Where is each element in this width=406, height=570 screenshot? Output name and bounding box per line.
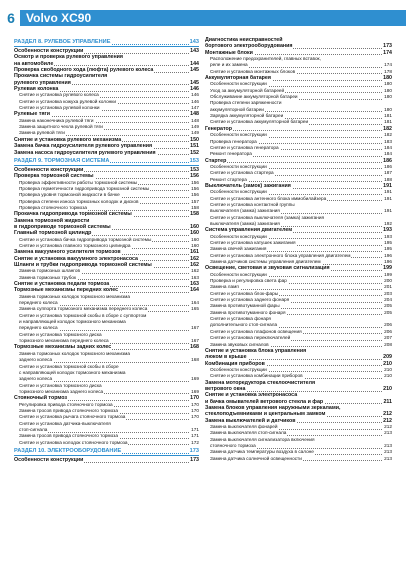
section-divider: [14, 455, 199, 456]
toc-entry-page: 161: [190, 249, 199, 256]
toc-entry-page: 156: [191, 179, 199, 185]
toc-entry-title: Аккумуляторная батарея: [205, 75, 271, 82]
toc-entry-title: стояночного тормоза: [210, 443, 256, 448]
toc-entry-title: Рулевые тяги: [14, 111, 50, 118]
toc-entry-title: Главный тормозной цилиндр: [14, 230, 92, 237]
toc-entry-page: 145: [190, 79, 199, 86]
toc-entry-title: Особенности конструкции: [210, 81, 267, 87]
toc-entry-page: 148: [191, 117, 199, 123]
toc-entry-page: 173: [189, 447, 199, 454]
toc-entry-page: 210: [384, 373, 392, 379]
toc-entry-page: 212: [383, 417, 392, 424]
toc-entry-title: Снятие и установка электронного блока управления двигателем: [210, 252, 351, 258]
toc-entry-title: Стояночный тормоз: [14, 395, 68, 402]
toc-entry-page: 195: [384, 240, 392, 245]
toc-entry-title: Замена свечей зажигания: [210, 246, 267, 252]
toc-entry-title: переднего колеса: [19, 325, 58, 331]
toc-entry-title: Ремонт стартера: [210, 176, 247, 182]
toc-entry-title: Снятие и установка заднего фонаря: [210, 297, 290, 303]
toc-entry-title: Монтажные блоки: [205, 49, 253, 56]
page-header: [0, 0, 406, 30]
toc-entry-page: 162: [190, 262, 199, 268]
toc-entry-title: рулевого управления: [14, 79, 71, 86]
toc-entry-page: 201: [384, 284, 392, 290]
toc-entry-title: на автомобиле: [14, 60, 54, 67]
toc-entry-page: 196: [384, 259, 392, 265]
toc-entry-page: 206: [384, 328, 392, 334]
toc-entry-title: Замена противотуманной фары: [210, 303, 280, 309]
toc-entry-page: 187: [384, 170, 392, 176]
toc-entry-page: 183: [384, 138, 392, 144]
toc-entry-title: тормозного механизма заднего колеса: [19, 388, 104, 394]
toc-entry-page: 174: [383, 49, 392, 56]
toc-entry-title: Снятие и установка тормозной скобы в сборе: [19, 363, 119, 369]
toc-entry-page: 157: [191, 198, 199, 204]
toc-entry-page: 213: [384, 449, 392, 455]
toc-entry-title: Снятие и установка главного тормозного цилиндра: [19, 242, 131, 248]
toc-entry-title: Особенности конструкции: [210, 189, 267, 195]
toc-entry: [14, 457, 199, 463]
toc-entry-title: Проверка стояночного тормоза: [19, 204, 87, 210]
toc-entry-title: Проверка степени износа тормозных колодок и дисков: [19, 198, 139, 204]
toc-entry-title: Проверка генератора: [210, 138, 257, 144]
toc-entry-title: выключателя (замка) зажигания: [210, 220, 280, 226]
toc-entry-title: реле и их замена: [210, 62, 248, 68]
toc-entry-title: Ремонт генератора: [210, 151, 252, 157]
toc-entry-page: 209: [383, 354, 392, 361]
toc-entry-title: Тормозные механизмы задних колес: [14, 344, 112, 351]
toc-section-heading: [14, 447, 199, 455]
toc-entry-title: Снятие и установка катушек зажигания: [210, 240, 296, 245]
toc-entry-title: РАЗДЕЛ 9. ТОРМОЗНАЯ СИСТЕМА: [14, 157, 110, 164]
toc-entry-title: Снятие и установка антенного блока иммобилайзера: [210, 195, 327, 201]
toc-entry-page: 162: [190, 255, 199, 262]
toc-entry-title: Замена противотуманного фонаря: [210, 309, 286, 315]
toc-entry-page: 172: [191, 439, 199, 445]
toc-entry: [14, 150, 199, 156]
toc-entry-page: 165: [191, 306, 199, 312]
toc-entry-page: 191: [383, 182, 392, 189]
toc-entry-title: Замена вакуумного усилителя тормозов: [14, 249, 121, 256]
toc-entry-page: 191: [384, 189, 392, 195]
toc-entry-page: 170: [190, 395, 199, 402]
toc-entry-page: 143: [190, 48, 199, 54]
toc-entry-title: Снятие и установка бачка гидропривода тормозной системы: [19, 236, 152, 242]
toc-entry-page: 192: [384, 220, 392, 226]
toc-entry-page: 143: [189, 39, 199, 45]
toc-entry-title: Шланги и трубки гидропривода тормозной системы: [14, 262, 152, 268]
toc-entry-title: Замена защитного чехла рулевой тяги: [19, 124, 103, 130]
toc-entry-page: 147: [191, 105, 199, 111]
toc-entry-title: Расположение предохранителей, главных вставок,: [210, 56, 321, 62]
toc-entry-title: Снятие и установка аккумуляторной батареи: [210, 119, 309, 125]
toc-entry-page: 180: [384, 81, 392, 87]
toc-entry-page: 181: [384, 119, 392, 125]
toc-entry-title: РАЗДЕЛ 10. ЭЛЕКТРООБОРУДОВАНИЕ: [14, 447, 122, 454]
toc-entry-page: 160: [191, 236, 199, 242]
toc-entry-title: Замена блоков управления наружными зеркалами,: [205, 404, 341, 411]
toc-entry-page: 156: [190, 173, 199, 180]
toc-entry-title: Снятие и установка блока управления: [205, 347, 307, 354]
toc-entry-page: 151: [190, 143, 199, 150]
toc-entry-title: Снятие и установка колодок стояночного тормоза: [19, 439, 128, 445]
toc-entry-title: Снятие и установка стартера: [210, 170, 274, 176]
toc-section-heading: [14, 38, 199, 46]
toc-entry-title: Замена тормозных шлангов: [19, 268, 80, 274]
toc-entry-title: дополнительного стоп-сигнала: [210, 322, 278, 328]
toc-entry-page: 207: [384, 335, 392, 341]
toc-entry-title: Генератор: [205, 125, 233, 132]
toc-entry-page: 170: [191, 407, 199, 413]
toc-entry-title: Замена наконечника рулевой тяги: [19, 117, 94, 123]
toc-entry-title: Прокачка системы гидроусилителя: [14, 73, 108, 80]
toc-entry-page: 146: [191, 92, 199, 98]
toc-entry-page: 170: [191, 414, 199, 420]
toc-entry-title: Проверка тормозной системы: [14, 173, 94, 180]
toc-entry-title: люком в крыше: [205, 354, 247, 361]
toc-entry-title: Снятие и установка комбинации приборов: [210, 373, 303, 379]
toc-entry-title: с направляющей колодок тормозного механизма: [19, 369, 126, 375]
toc-entry-page: 180: [384, 87, 392, 93]
toc-entry-title: Снятие и установка контактной группы: [210, 201, 295, 207]
toc-entry-page: 156: [191, 192, 199, 198]
toc-entry-page: 153: [189, 157, 199, 164]
toc-entry-page: 171: [191, 426, 199, 432]
toc-entry-page: 158: [191, 204, 199, 210]
toc-entry-page: 160: [190, 230, 199, 237]
toc-entry-title: Замена датчика температуры воздуха в салоне: [210, 449, 314, 455]
toc-entry-page: 180: [384, 94, 392, 100]
toc-entry-page: 156: [191, 185, 199, 191]
toc-entry-page: 195: [384, 246, 392, 252]
toc-entry-title: Снятие и установка рулевого механизма: [14, 136, 122, 143]
toc-entry-title: Проверка степени заряженности: [210, 100, 282, 106]
toc-entry-title: Снятие и установка тормозного диска: [19, 382, 102, 388]
toc-entry-title: Проверка эффективности работы тормозной системы: [19, 179, 138, 185]
toc-entry-title: Замена суппорта тормозного механизма переднего колеса: [19, 306, 148, 312]
toc-entry-page: 186: [383, 157, 392, 164]
toc-entry-page: 200: [384, 278, 392, 284]
toc-entry-page: 208: [384, 341, 392, 347]
toc-entry-title: выключателя (замка) зажигания: [210, 208, 280, 214]
toc-subentry: [205, 456, 392, 462]
toc-entry-page: 199: [384, 271, 392, 277]
toc-entry-page: 205: [384, 303, 392, 309]
toc-entry-title: Замена датчиков системы управления двигателем: [210, 259, 321, 265]
toc-entry-title: Замена выключателя фонарей: [210, 423, 278, 429]
toc-entry-title: стоп-сигнала: [19, 426, 48, 432]
toc-entry-title: Замена тормозных колодок тормозного механизма: [19, 293, 130, 299]
toc-entry-title: Снятие и установка фонаря: [210, 316, 271, 322]
toc-entry-page: 204: [384, 297, 392, 303]
toc-entry-title: Снятие и установка электронасоса: [205, 392, 298, 399]
toc-entry-title: Замена рулевой тяги: [19, 130, 65, 136]
toc-entry-title: Снятие и установка плафонов освещения: [210, 328, 302, 334]
toc-entry-page: 210: [383, 360, 392, 367]
toc-entry-title: Замена бачка гидроусилителя рулевого управления: [14, 143, 153, 150]
toc-entry-page: 212: [384, 423, 392, 429]
toc-left-column: [14, 37, 199, 463]
toc-entry-title: Замена выключателя сигнализатора включения: [210, 436, 315, 442]
toc-entry-page: 181: [384, 113, 392, 119]
toc-entry-title: бортового электрооборудования: [205, 43, 293, 50]
toc-entry-page: 182: [383, 125, 392, 132]
toc-entry-title: Проверка герметичности гидропривода тормозной системы: [19, 185, 150, 191]
toc-entry-page: 168: [190, 344, 199, 351]
toc-entry-page: 167: [191, 325, 199, 331]
toc-entry-page: 186: [384, 163, 392, 169]
toc-entry-page: 146: [190, 86, 199, 93]
section-divider: [14, 46, 199, 47]
toc-entry-title: Снятие и установка тормозной скобы в сборе с суппортом: [19, 312, 147, 318]
toc-entry-title: Особенности конструкции: [14, 48, 84, 54]
toc-entry-title: Замена выключателей и датчиков: [205, 417, 296, 424]
toc-entry-title: Снятие и установка рулевого колеса: [19, 92, 99, 98]
toc-entry-page: 160: [190, 223, 199, 230]
toc-entry-title: тормозного механизма переднего колеса: [19, 338, 109, 344]
toc-entry-page: 180: [384, 106, 392, 112]
toc-entry-title: Снятие и установка блок-фары: [210, 290, 279, 296]
toc-entry-title: Замена моторедуктора стеклоочистителя: [205, 379, 316, 386]
page-number: 6: [4, 10, 18, 26]
toc-entry-title: Снятие и установка рулевой колонки: [19, 105, 100, 111]
toc-entry-title: Особенности конструкции: [210, 163, 267, 169]
toc-entry-page: 210: [383, 385, 392, 392]
toc-entry-title: Замена тормозных колодок тормозного механизма: [19, 350, 130, 356]
toc-entry-page: 170: [191, 401, 199, 407]
toc-entry-title: Снятие и установка тормозного диска: [19, 331, 102, 337]
toc-entry-title: Стартер: [205, 157, 227, 164]
toc-entry-title: РАЗДЕЛ 8. РУЛЕВОЕ УПРАВЛЕНИЕ: [14, 39, 111, 45]
toc-entry-title: Снятие и установка переключателей: [210, 335, 291, 341]
toc-entry-page: 152: [190, 149, 199, 156]
toc-entry-page: 145: [190, 67, 199, 74]
toc-entry-page: 178: [384, 68, 392, 74]
toc-entry-page: 163: [190, 281, 199, 288]
toc-entry-title: аккумуляторной батареи: [210, 106, 264, 112]
toc-subentry: [14, 440, 199, 446]
toc-entry-title: Система управления двигателем: [205, 227, 293, 234]
toc-entry-title: Замена тормозной жидкости: [14, 217, 90, 224]
toc-entry-title: стеклоподъемниками и центральным замком: [205, 411, 326, 418]
toc-entry-page: 168: [191, 357, 199, 363]
toc-entry-title: Снятие и установка монтажных блоков: [210, 68, 296, 74]
toc-entry-page: 206: [384, 322, 392, 328]
toc-entry-title: и направляющей колодок тормозного механизма: [19, 319, 126, 325]
toc-entry-title: Особенности конструкции: [210, 271, 267, 277]
toc-entry-page: 169: [191, 388, 199, 394]
toc-entry-title: Замена тросов привода стояночного тормоза: [19, 433, 118, 439]
toc-entry-page: 149: [191, 124, 199, 130]
toc-entry-page: 180: [383, 75, 392, 82]
toc-entry-page: 196: [384, 252, 392, 258]
toc-entry-page: 191: [384, 208, 392, 214]
toc-entry-page: 150: [190, 136, 199, 143]
toc-entry-page: 193: [384, 233, 392, 239]
toc-entry-title: Замена ламп: [210, 284, 239, 290]
toc-entry-page: 191: [384, 195, 392, 201]
toc-entry-page: 144: [190, 60, 199, 67]
toc-entry-title: Комбинация приборов: [205, 360, 265, 367]
toc-entry-page: 199: [383, 265, 392, 272]
toc-entry-title: Особенности конструкции: [210, 132, 267, 138]
toc-entry-title: переднего колеса: [19, 300, 58, 306]
toc-entry-title: Особенности конструкции: [210, 366, 267, 372]
toc-entry-title: Особенности конструкции: [14, 166, 84, 173]
toc-entry-page: 182: [384, 132, 392, 138]
toc-entry-page: 184: [384, 151, 392, 157]
toc-entry-title: Замена выключателя стоп-сигнала: [210, 430, 287, 436]
toc-entry-title: Снятие и установка генератора: [210, 144, 279, 150]
toc-entry-page: 174: [384, 62, 392, 68]
toc-entry-page: 212: [383, 411, 392, 418]
toc-entry-title: заднего колеса: [19, 376, 53, 382]
toc-entry-page: 213: [384, 455, 392, 461]
toc-entry-title: и бачка омывателей ветрового стекла и фар: [205, 398, 324, 405]
toc-entry-title: Зарядка аккумуляторной батареи: [210, 113, 284, 119]
toc-entry-title: Проверка и регулировка света фар: [210, 278, 287, 284]
toc-entry-page: 162: [191, 268, 199, 274]
toc-entry-title: Выключатель (замок) зажигания: [205, 182, 291, 189]
toc-entry-title: Обслуживание аккумуляторной батареи: [210, 94, 298, 100]
toc-entry-title: Диагностика неисправностей: [205, 37, 283, 43]
toc-entry-title: Замена датчика солнечной освещенности: [210, 455, 302, 461]
toc-entry-title: Замена тормозных трубок: [19, 274, 77, 280]
toc-entry-title: в гидроприводе тормозной системы: [14, 223, 111, 230]
toc-entry-title: Освещение, световая и звуковая сигнализация: [205, 265, 330, 272]
toc-entry-title: заднего колеса: [19, 357, 53, 363]
toc-entry-page: 153: [190, 166, 199, 173]
toc-entry-title: Особенности конструкции: [210, 233, 267, 239]
toc-entry-title: Снятие и установка рычага стояночного тормоза: [19, 414, 126, 420]
toc-section-heading: [14, 157, 199, 165]
toc-entry-title: ветрового окна: [205, 385, 246, 392]
toc-entry-title: Снятие и установка вакуумного электронасоса: [14, 255, 138, 262]
toc-entry-page: 169: [191, 376, 199, 382]
toc-entry-page: 211: [383, 398, 392, 405]
toc-entry-title: Рулевая колонка: [14, 86, 59, 93]
toc-entry-title: Осмотр и проверка рулевого управления: [14, 54, 124, 61]
toc-entry-title: Снятие и установка кожуха рулевой колонки: [19, 98, 116, 104]
toc-entry-page: 213: [384, 443, 392, 448]
toc-entry-page: 184: [384, 144, 392, 150]
toc-entry-title: Замена насоса гидроусилителя рулевого управления: [14, 149, 156, 156]
toc-entry-title: Тормозные механизмы передних колес: [14, 287, 119, 294]
toc-entry-page: 160: [191, 242, 199, 248]
toc-entry-page: 148: [190, 111, 199, 118]
toc-entry-title: Замена тросов привода стояночного тормоза: [19, 407, 118, 413]
toc-entry-page: 163: [191, 274, 199, 280]
toc-entry-title: Прокачка гидропривода тормозной системы: [14, 211, 132, 218]
toc-entry-title: Регулировка привода стояночного тормоза: [19, 401, 113, 407]
toc-entry-page: 167: [191, 338, 199, 344]
book-title: Volvo XC90: [26, 11, 92, 25]
toc-entry-page: 149: [191, 130, 199, 136]
toc-entry-title: Снятие и установка выключателя (замка) зажигания: [210, 214, 325, 220]
toc-entry-title: Снятие и установка датчика-выключателя: [19, 420, 111, 426]
toc-entry-page: 188: [384, 176, 392, 182]
toc-entry-page: 205: [384, 309, 392, 315]
toc-entry-page: 203: [384, 290, 392, 296]
toc-entry-page: 164: [190, 287, 199, 294]
toc-entry-page: 210: [384, 366, 392, 372]
toc-entry-title: Уход за аккумуляторной батареей: [210, 87, 285, 93]
toc-entry-page: 193: [383, 227, 392, 234]
toc-entry-page: 164: [191, 300, 199, 306]
toc-entry-title: Проверка уровня тормозной жидкости в бачке: [19, 192, 120, 198]
toc-entry-page: 213: [384, 430, 392, 436]
toc-entry-page: 146: [191, 98, 199, 104]
toc-entry-page: 158: [190, 211, 199, 218]
toc-right-column: [205, 37, 392, 462]
toc-entry-page: 173: [190, 456, 199, 463]
section-divider: [14, 165, 199, 166]
toc-entry-page: 171: [191, 433, 199, 439]
toc-entry-title: Снятие и установка педали тормоза: [14, 281, 110, 288]
toc-entry-title: Проверка свободного хода (люфта) рулевого колеса: [14, 67, 154, 74]
toc-entry-page: 173: [383, 43, 392, 50]
toc-entry-title: Замена звуковых сигналов: [210, 341, 269, 347]
toc-entry-title: Особенности конструкции: [14, 456, 84, 463]
